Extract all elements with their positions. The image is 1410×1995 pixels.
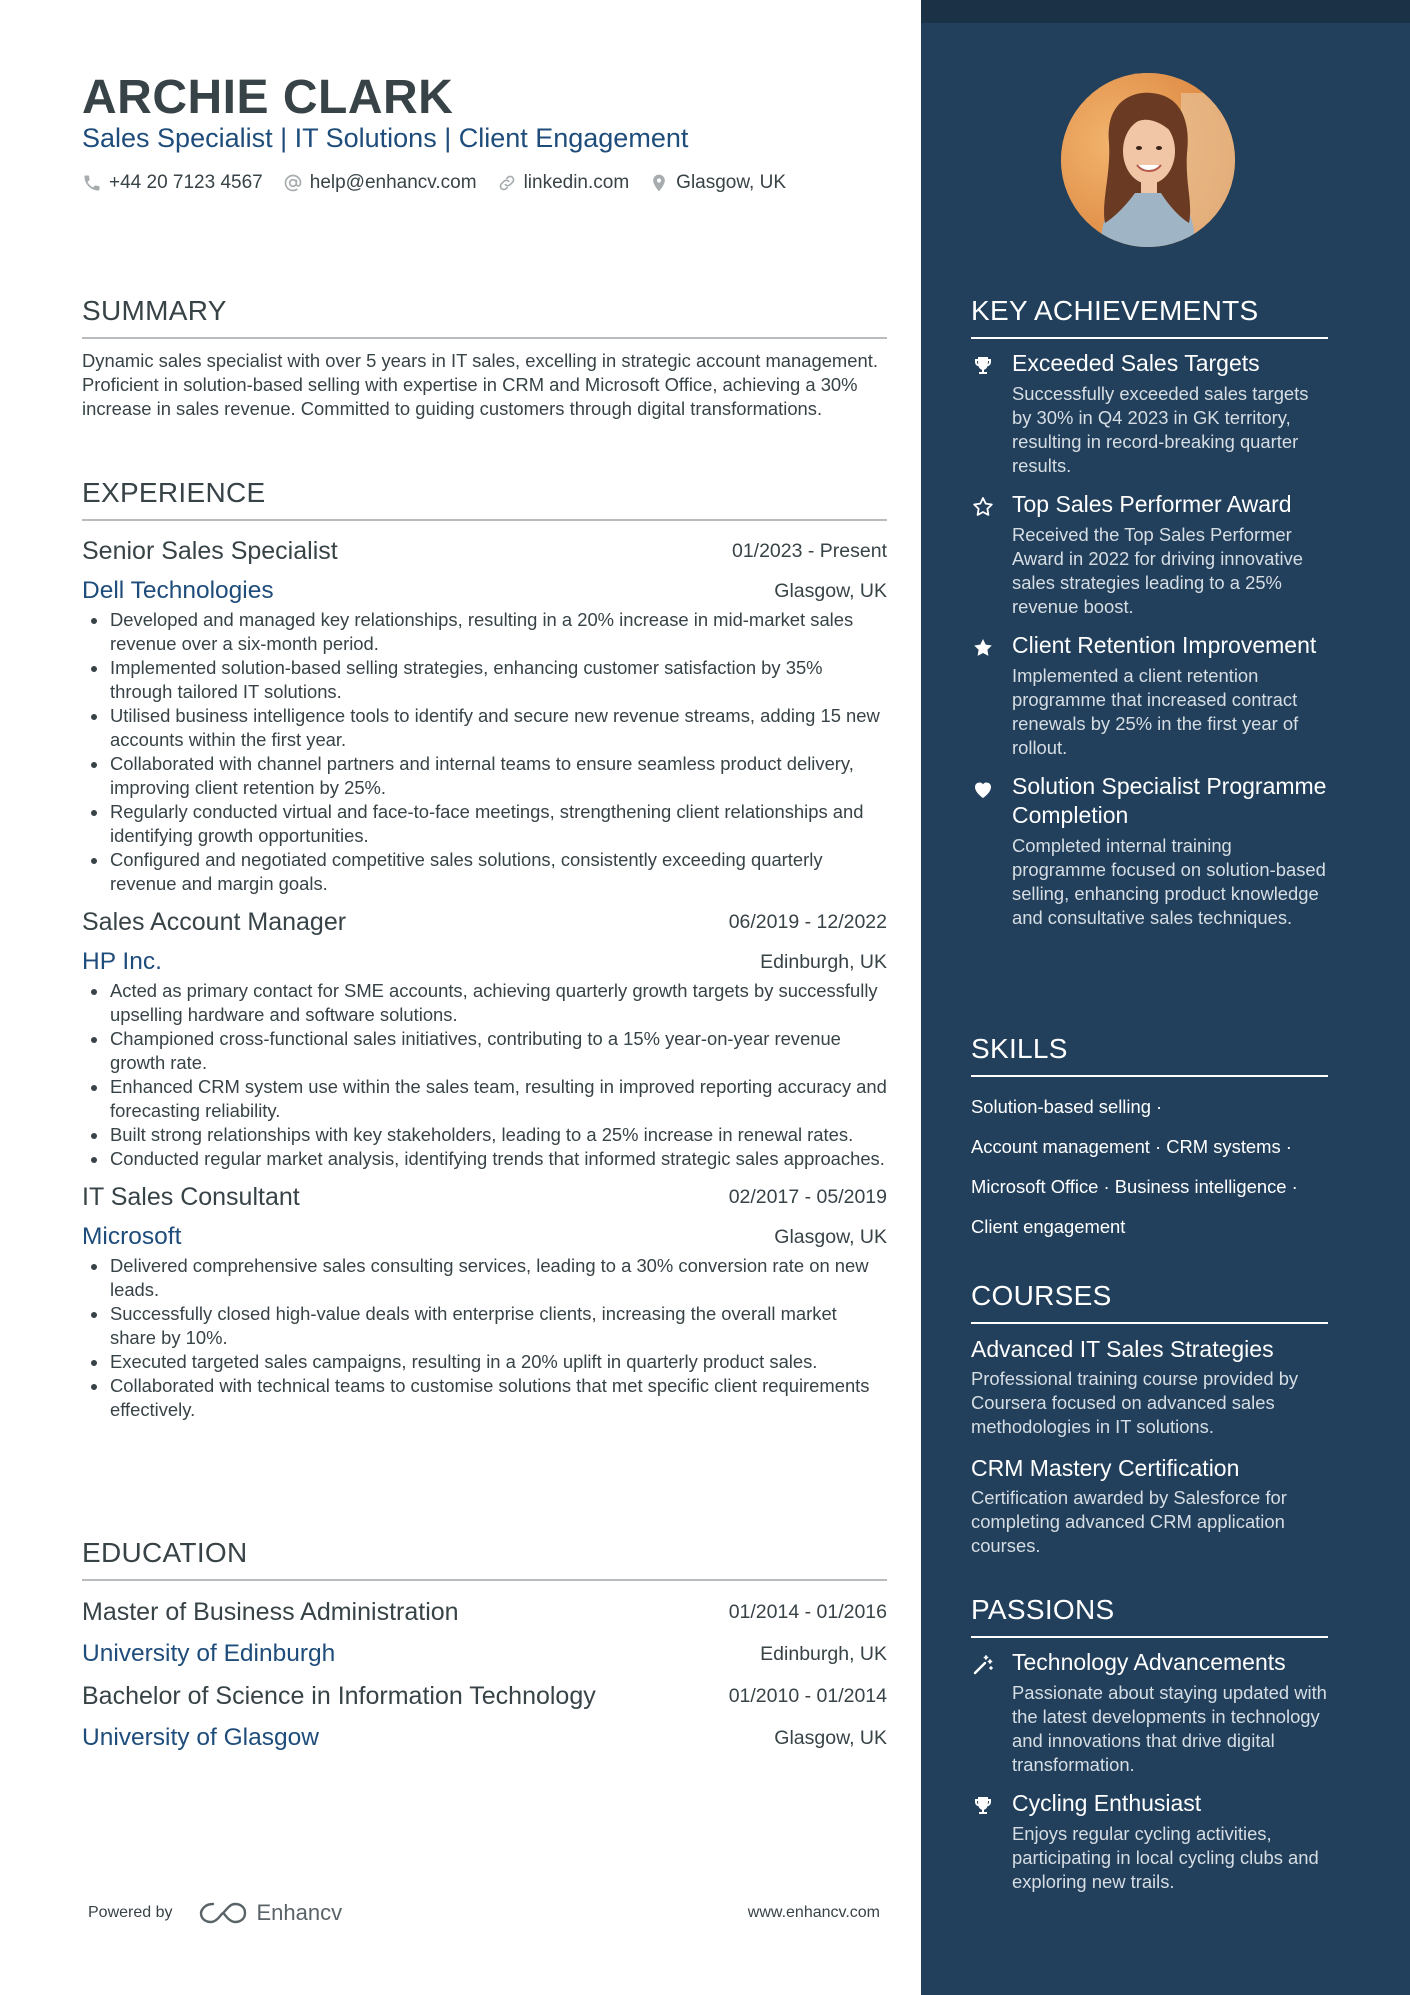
school-location: Edinburgh, UK [760, 1642, 887, 1665]
phone-icon [82, 173, 102, 193]
school-name: University of Edinburgh [82, 1640, 336, 1667]
job-location: Edinburgh, UK [760, 950, 887, 973]
headline: Sales Specialist | IT Solutions | Client Engagement [82, 123, 689, 153]
passions-section [971, 1594, 1328, 1906]
achievement-desc: Received the Top Sales Performer Award in 2022 for driving innovative sales strategies leading to a 25% revenue boost. [1012, 524, 1304, 617]
achievement-item [971, 631, 1328, 760]
achievement-title: Exceeded Sales Targets [1012, 350, 1260, 376]
bullet-item: Championed cross-functional sales initiatives, contributing to a 15% year-on-year revenue growth rate. [82, 1027, 887, 1075]
experience-title: EXPERIENCE [82, 477, 887, 521]
skills-line: Account management · CRM systems · [971, 1136, 1292, 1157]
footer [88, 1900, 880, 1926]
passions-title: PASSIONS [971, 1594, 1328, 1638]
contact-email-text: help@enhancv.com [309, 172, 477, 193]
passion-item [971, 1789, 1328, 1894]
education-entry [82, 1675, 887, 1759]
job-entry [82, 1177, 887, 1422]
job-location: Glasgow, UK [774, 1225, 887, 1248]
heart-icon [971, 777, 995, 801]
achievements-section [971, 295, 1328, 942]
school-name: University of Glasgow [82, 1724, 319, 1751]
achievement-item [971, 349, 1328, 478]
summary-title: SUMMARY [82, 295, 887, 339]
company-name: HP Inc. [82, 948, 162, 975]
bullet-item: Utilised business intelligence tools to identify and secure new revenue streams, adding 15 new accounts within the first year. [82, 704, 887, 752]
passion-item [971, 1648, 1328, 1777]
bullet-item: Built strong relationships with key stakeholders, leading to a 25% increase in renewal rates. [82, 1123, 887, 1147]
experience-section [82, 477, 887, 1428]
sidebar [921, 0, 1410, 1995]
job-dates: 02/2017 - 05/2019 [728, 1185, 887, 1208]
footer-url[interactable]: www.enhancv.com [747, 1904, 880, 1921]
enhancv-logo[interactable] [199, 1900, 343, 1926]
bullet-item: Configured and negotiated competitive sales solutions, consistently exceeding quarterly revenue and margin goals. [82, 848, 887, 896]
job-entry [82, 902, 887, 1171]
contact-email[interactable] [283, 172, 477, 194]
contact-bar [82, 172, 806, 194]
skills-title: SKILLS [971, 1033, 1328, 1077]
bullet-item: Collaborated with channel partners and internal teams to ensure seamless product delivery, improving client retention by 25%. [82, 752, 887, 800]
achievement-item [971, 772, 1328, 930]
course-title: CRM Mastery Certification [971, 1455, 1240, 1481]
achievements-title: KEY ACHIEVEMENTS [971, 295, 1328, 339]
skills-line: Microsoft Office · Business intelligence · [971, 1176, 1298, 1197]
bullet-item: Regularly conducted virtual and face-to-face meetings, strengthening client relationships and identifying growth opportunities. [82, 800, 887, 848]
course-item [971, 1453, 1328, 1558]
job-title: Senior Sales Specialist [82, 536, 338, 565]
trophy-icon [971, 354, 995, 378]
passion-desc: Passionate about staying updated with the latest developments in technology and innovations that drive digital transformation. [1012, 1682, 1327, 1775]
degree: Bachelor of Science in Information Technology [82, 1681, 596, 1710]
achievement-desc: Completed internal training programme focused on solution-based selling, enhancing product knowledge and consultative sales techniques. [1012, 835, 1326, 928]
skills-line: Client engagement [971, 1216, 1126, 1237]
job-dates: 06/2019 - 12/2022 [728, 910, 887, 933]
bullet-item: Acted as primary contact for SME accounts, achieving quarterly growth targets by successfully upselling hardware and software solutions. [82, 979, 887, 1027]
achievement-desc: Implemented a client retention programme that increased contract renewals by 25% in the first year of rollout. [1012, 665, 1299, 758]
sidebar-top-band [921, 0, 1410, 23]
powered-by-label: Powered by [88, 1904, 173, 1921]
profile-photo [1061, 73, 1235, 247]
job-bullets [82, 608, 887, 896]
achievement-title: Solution Specialist Programme Completion [1012, 773, 1327, 828]
contact-location [649, 172, 786, 194]
degree: Master of Business Administration [82, 1597, 459, 1626]
contact-phone-text: +44 20 7123 4567 [109, 172, 263, 193]
company-name: Dell Technologies [82, 577, 274, 604]
education-title: EDUCATION [82, 1537, 887, 1581]
job-title: IT Sales Consultant [82, 1182, 300, 1211]
contact-linkedin[interactable] [497, 172, 630, 194]
bullet-item: Delivered comprehensive sales consulting services, leading to a 30% conversion rate on new leads. [82, 1254, 887, 1302]
job-entry [82, 531, 887, 896]
achievement-desc: Successfully exceeded sales targets by 30% in Q4 2023 in GK territory, resulting in record-breaking quarter results. [1012, 383, 1309, 476]
course-title: Advanced IT Sales Strategies [971, 1336, 1274, 1362]
achievement-title: Top Sales Performer Award [1012, 491, 1292, 517]
passion-title: Cycling Enthusiast [1012, 1790, 1202, 1816]
contact-phone[interactable] [82, 172, 263, 194]
courses-title: COURSES [971, 1280, 1328, 1324]
education-section [82, 1537, 887, 1759]
bullet-item: Executed targeted sales campaigns, resulting in a 20% uplift in quarterly product sales. [82, 1350, 887, 1374]
skills-line: Solution-based selling · [971, 1096, 1163, 1117]
powered-by [88, 1900, 342, 1926]
achievement-item [971, 490, 1328, 619]
education-dates: 01/2014 - 01/2016 [728, 1600, 887, 1623]
contact-linkedin-text: linkedin.com [523, 172, 630, 193]
course-desc: Certification awarded by Salesforce for completing advanced CRM application courses. [971, 1487, 1287, 1556]
school-location: Glasgow, UK [774, 1726, 887, 1749]
job-title: Sales Account Manager [82, 907, 347, 936]
location-pin-icon [649, 173, 669, 193]
enhancv-logo-icon [199, 1900, 247, 1926]
education-entry [82, 1591, 887, 1675]
candidate-name: ARCHIE CLARK [82, 71, 454, 124]
enhancv-brand-text: Enhancv [256, 1900, 343, 1925]
education-dates: 01/2010 - 01/2014 [728, 1684, 887, 1707]
passion-desc: Enjoys regular cycling activities, participating in local cycling clubs and exploring new trails. [1012, 1823, 1319, 1892]
bullet-item: Developed and managed key relationships, resulting in a 20% increase in mid-market sales revenue over a six-month period. [82, 608, 887, 656]
job-location: Glasgow, UK [774, 579, 887, 602]
course-item [971, 1334, 1328, 1439]
job-bullets [82, 979, 887, 1171]
bullet-item: Conducted regular market analysis, identifying trends that informed strategic sales approaches. [82, 1147, 887, 1171]
job-bullets [82, 1254, 887, 1422]
star-icon [971, 636, 995, 660]
link-icon [497, 173, 517, 193]
magic-wand-icon [971, 1653, 995, 1677]
achievement-title: Client Retention Improvement [1012, 632, 1317, 658]
bullet-item: Implemented solution-based selling strategies, enhancing customer satisfaction by 35% through tailored IT solutions. [82, 656, 887, 704]
course-desc: Professional training course provided by Coursera focused on advanced sales methodologies in IT solutions. [971, 1368, 1299, 1437]
passion-title: Technology Advancements [1012, 1649, 1286, 1675]
bullet-item: Collaborated with technical teams to customise solutions that met specific client requirements effectively. [82, 1374, 887, 1422]
skills-section [971, 1033, 1328, 1247]
bullet-item: Successfully closed high-value deals with enterprise clients, increasing the overall market share by 10%. [82, 1302, 887, 1350]
skills-list [971, 1087, 1328, 1247]
bullet-item: Enhanced CRM system use within the sales team, resulting in improved reporting accuracy and forecasting reliability. [82, 1075, 887, 1123]
at-icon [283, 173, 303, 193]
summary-section [82, 295, 887, 421]
job-dates: 01/2023 - Present [731, 539, 887, 562]
star-outline-icon [971, 495, 995, 519]
courses-section [971, 1280, 1328, 1572]
summary-text: Dynamic sales specialist with over 5 years in IT sales, excelling in strategic account management. Proficient in solution-based selling with expertise in CRM and Microsoft Office, achieving a 30% increase in sales revenue. Committed to guiding customers through digital transformations. [82, 350, 878, 419]
trophy-icon [971, 1794, 995, 1818]
contact-location-text: Glasgow, UK [676, 172, 786, 193]
company-name: Microsoft [82, 1223, 182, 1250]
avatar [1061, 73, 1235, 247]
